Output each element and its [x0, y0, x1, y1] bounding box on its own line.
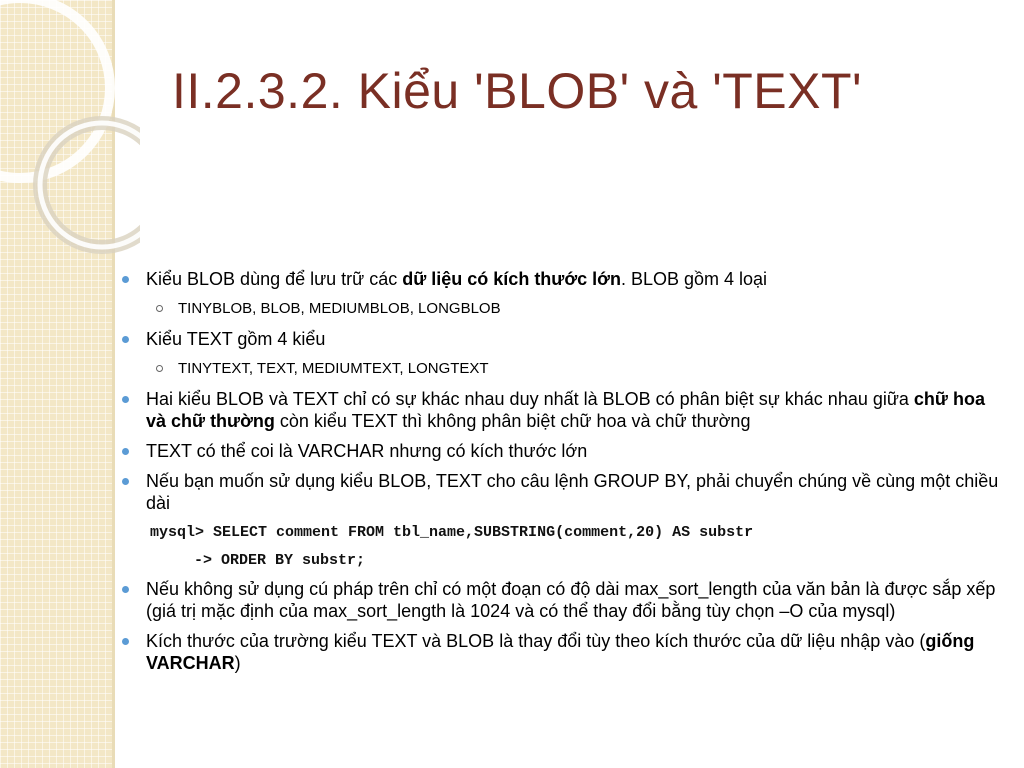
- bullet-text-varchar: TEXT có thể coi là VARCHAR nhưng có kích thước lớn: [118, 440, 1008, 462]
- bullet-dot-icon: [122, 478, 129, 485]
- code-line-2: -> ORDER BY substr;: [194, 552, 366, 569]
- bullet-case-difference: Hai kiểu BLOB và TEXT chỉ có sự khác nhau duy nhất là BLOB có phân biệt sự khác nhau giữa chữ hoa và chữ thường còn kiểu TEXT thì không phân biệt chữ hoa và chữ thường: [118, 388, 1008, 432]
- bullet-dot-icon: [122, 336, 129, 343]
- sub-bullet-blob-types: TINYBLOB, BLOB, MEDIUMBLOB, LONGBLOB: [118, 298, 1008, 320]
- bullet-dot-icon: [122, 638, 129, 645]
- bullet-text-intro: Kiểu TEXT gồm 4 kiểu: [118, 328, 1008, 350]
- bullet-group-by: Nếu bạn muốn sử dụng kiểu BLOB, TEXT cho câu lệnh GROUP BY, phải chuyển chúng về cùng một chiều dài: [118, 470, 1008, 514]
- bullet-blob-intro: Kiểu BLOB dùng để lưu trữ các dữ liệu có kích thước lớn. BLOB gồm 4 loại: [118, 268, 1008, 290]
- bullet-max-sort-length: Nếu không sử dụng cú pháp trên chỉ có một đoạn có độ dài max_sort_length của văn bản là được sắp xếp (giá trị mặc định của max_sort_length là 1024 và có thể thay đổi bằng tùy chọn –O của mysql): [118, 578, 1008, 622]
- sub-bullet-text-types: TINYTEXT, TEXT, MEDIUMTEXT, LONGTEXT: [118, 358, 1008, 380]
- code-line-1: mysql> SELECT comment FROM tbl_name,SUBSTRING(comment,20) AS substr: [150, 524, 754, 541]
- slide-content: [118, 268, 1008, 682]
- decorative-circles: [0, 0, 140, 300]
- sub-bullet-circle-icon: [156, 365, 163, 372]
- bullet-dot-icon: [122, 448, 129, 455]
- bullet-dot-icon: [122, 586, 129, 593]
- bullet-dot-icon: [122, 276, 129, 283]
- bullet-dot-icon: [122, 396, 129, 403]
- bullet-size-variable: Kích thước của trường kiểu TEXT và BLOB là thay đổi tùy theo kích thước của dữ liệu nhập vào (giống VARCHAR): [118, 630, 1008, 674]
- slide-title: II.2.3.2. Kiểu 'BLOB' và 'TEXT': [172, 63, 863, 119]
- sub-bullet-circle-icon: [156, 305, 163, 312]
